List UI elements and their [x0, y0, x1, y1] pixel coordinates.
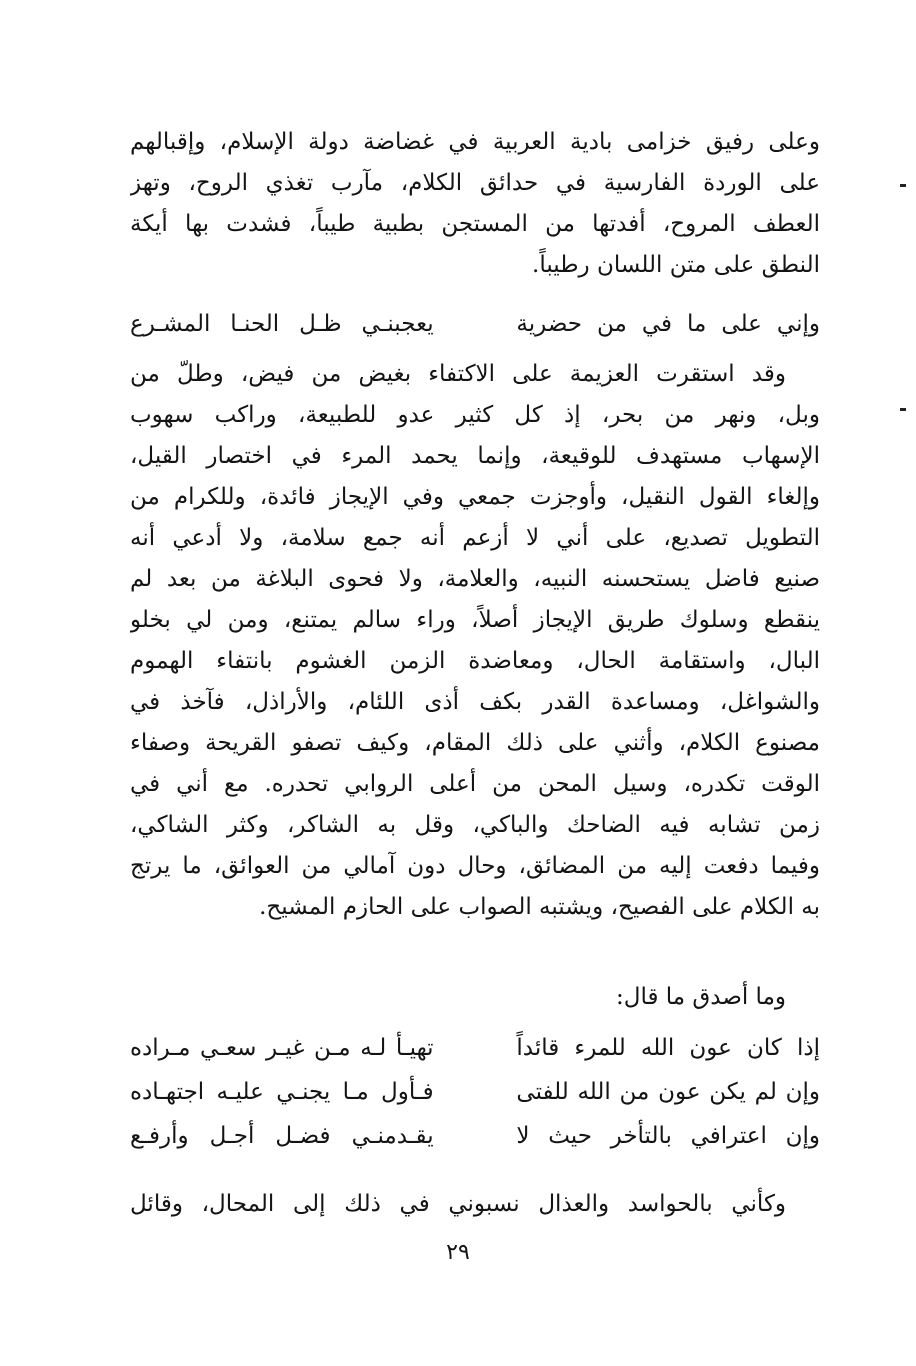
text-line: العطف المروح، أفدتها من المستجن بطبية طيباً، فشدت بها أيكة [130, 211, 820, 237]
text-line: زمن تشابه فيه الضاحك والباكي، وقل به الشاكر، وكثر الشاكي، [130, 812, 820, 838]
margin-mark [900, 408, 906, 411]
text-line: وقد استقرت العزيمة على الاكتفاء بغيض من فيض، وطلّ من [130, 361, 786, 387]
text-line: الإسهاب مستهدف للوقيعة، وإنما يحمد المرء في اختصار القيل، [130, 443, 820, 469]
text-line: وما أصدق ما قال: [616, 984, 786, 1010]
verse-group [130, 1026, 820, 1158]
verse-first-hemistich: وإن لم يكن عون من الله للفتى [516, 1079, 820, 1105]
verse-second-hemistich: يقـدمنـي فضـل أجـل وأرفـع [130, 1123, 434, 1149]
verse-second-hemistich: تهيـأ لـه مـن غيـر سعـي مـراده [130, 1035, 434, 1061]
verse-line [130, 1070, 820, 1114]
margin-mark [900, 184, 906, 187]
text-line: النطق على متن اللسان رطيباً. [532, 252, 820, 278]
paragraph-2 [130, 354, 820, 928]
text-line: وإلغاء القول النقيل، وأوجزت جمعي وفي الإيجاز فائدة، وللكرام من [130, 484, 820, 510]
text-line: البال، واستقامة الحال، ومعاضدة الزمن الغشوم بانتفاء الهموم [130, 648, 820, 674]
text-line: وكأني بالحواسد والعذال نسبوني في ذلك إلى المحال، وقائل [130, 1191, 786, 1217]
verse-line [130, 1114, 820, 1158]
verse-first-hemistich: وإن اعترافي بالتأخر حيث لا [516, 1123, 820, 1149]
text-line: الوقت تكدره، وسيل المحن من أعلى الروابي تحدره. مع أني في [130, 771, 820, 797]
text-line: صنيع فاضل يستحسنه النبيه، والعلامة، ولا فحوى البلاغة من بعد لم [130, 566, 820, 592]
text-line: مصنوع الكلام، وأثني على ذلك المقام، وكيف تصفو القريحة وصفاء [130, 730, 820, 756]
text-line: التطويل تصديع، على أني لا أزعم أنه جمع سلامة، ولا أدعي أنه [130, 525, 820, 551]
paragraph-3 [130, 1184, 820, 1225]
verse-second-hemistich: يعجبنـي ظـل الحنـا المشـرع [130, 311, 434, 337]
text-line: والشواغل، ومساعدة القدر بكف أذى اللئام، والأراذل، فآخذ في [130, 689, 820, 715]
verse-intro [130, 977, 820, 1018]
verse-second-hemistich: فـأول مـا يجنـي عليـه اجتهـاده [130, 1079, 434, 1105]
verse-first-hemistich: إذا كان عون الله للمرء قائداً [516, 1035, 820, 1061]
verse-first-hemistich: وإني على ما في من حضرية [516, 311, 820, 337]
text-line: وعلى رفيق خزامى بادية العربية في غضاضة دولة الإسلام، وإقبالهم [130, 129, 820, 155]
verse-single [130, 302, 820, 346]
text-line: وبل، ونهر من بحر، إذ كل كثير عدو للطبيعة، وراكب سهوب [130, 402, 820, 428]
text-line: وفيما دفعت إليه من المضائق، وحال دون آمالي من العوائق، ما يرتج [130, 853, 820, 879]
page-number: ٢٩ [446, 1240, 470, 1265]
text-line: ينقطع وسلوك طريق الإيجاز أصلاً، وراء سالم يمتنع، ومن لي بخلو [130, 607, 820, 633]
verse-line [130, 1026, 820, 1070]
text-line: على الوردة الفارسية في حدائق الكلام، مآرب تغذي الروح، وتهز [130, 170, 820, 196]
paragraph-1 [130, 122, 820, 286]
text-line: به الكلام على الفصيح، ويشتبه الصواب على الحازم المشيح. [259, 894, 820, 920]
verse-line [130, 302, 820, 346]
